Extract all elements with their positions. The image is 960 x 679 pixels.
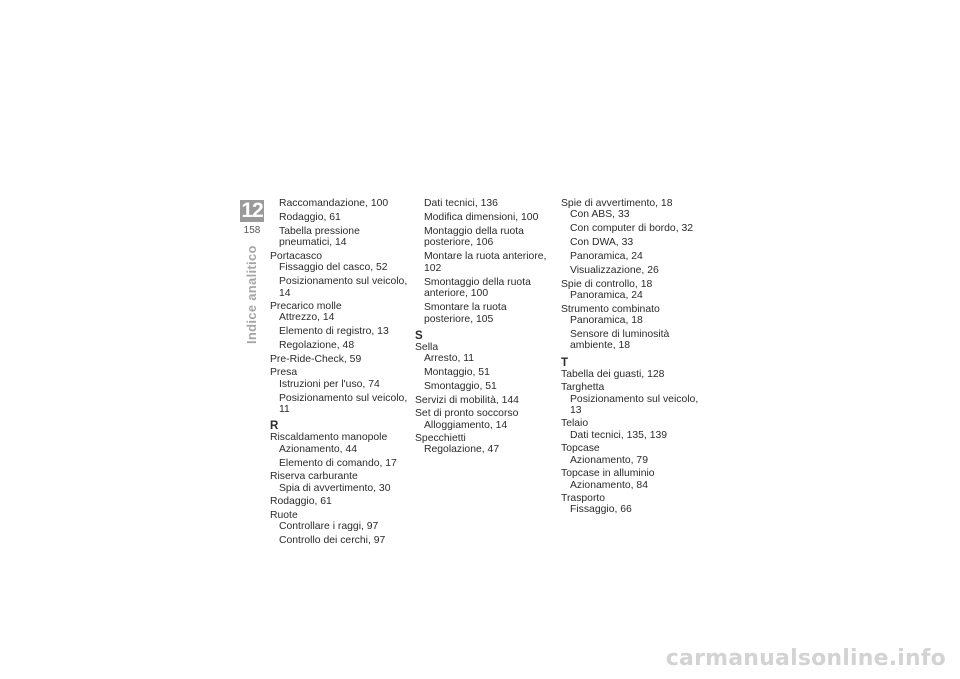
index-column-1: [270, 198, 410, 548]
index-subentry: Controllo dei cerchi, 97: [279, 534, 386, 546]
index-subentry: Controllare i raggi, 97: [279, 520, 379, 532]
index-subentry: Azionamento, 79: [570, 454, 648, 466]
index-entry: [415, 433, 555, 456]
index-term: Rodaggio, 61: [270, 496, 332, 508]
index-term: Pre-Ride-Check, 59: [270, 353, 362, 365]
index-term: Riscaldamento manopole: [270, 432, 388, 444]
index-term: Precarico molle: [270, 301, 342, 313]
index-subentry: Fissaggio, 66: [570, 504, 632, 516]
index-subentry: Regolazione, 48: [279, 340, 355, 352]
index-subentry: Attrezzo, 14: [279, 312, 335, 324]
index-entry: [270, 301, 410, 352]
index-subentry: Dati tecnici, 135, 139: [570, 429, 668, 441]
index-subentry: Visualizzazione, 26: [570, 265, 659, 277]
index-entry: [270, 432, 410, 469]
index-subentry: Raccomandazione, 100: [279, 198, 389, 209]
index-subentry: Montaggio, 51: [424, 367, 490, 379]
index-subentry: Arresto, 11: [424, 353, 475, 365]
index-letter-heading: R: [270, 420, 279, 433]
index-term: Riserva carburante: [270, 471, 358, 483]
index-term: Topcase: [561, 443, 600, 455]
index-subentry: Con DWA, 33: [570, 237, 634, 249]
index-entry: [415, 198, 555, 325]
index-term: Ruote: [270, 509, 298, 521]
index-subentry: Con ABS, 33: [570, 209, 630, 221]
index-subentry: Dati tecnici, 136: [424, 198, 498, 209]
index-entry: [561, 369, 706, 380]
index-entry: [415, 408, 555, 431]
index-term: Strumento combinato: [561, 303, 660, 315]
index-entry: [561, 443, 706, 466]
index-subentry: Panoramica, 18: [570, 315, 643, 327]
index-term: Portacasco: [270, 250, 322, 262]
index-entry: [561, 279, 706, 302]
index-term: Servizi di mobilità, 144: [415, 394, 519, 406]
page-number: 158: [243, 225, 261, 236]
index-subentry: Istruzioni per l'uso, 74: [279, 378, 380, 390]
index-subentry: Posizionamento sul veicolo, 14: [279, 276, 408, 299]
index-entry: [270, 496, 410, 507]
index-term: Presa: [270, 367, 298, 379]
index-entry: [561, 493, 706, 516]
index-entry: [270, 367, 410, 415]
index-term: Set di pronto soccorso: [415, 408, 519, 420]
index-entry: [270, 198, 410, 249]
index-term: Targhetta: [561, 382, 605, 394]
index-subentry: Con computer di bordo, 32: [570, 223, 694, 235]
index-subentry: Posizionamento sul veicolo, 13: [570, 393, 699, 417]
index-subentry: Tabella pressione pneumatici, 14: [279, 226, 360, 249]
index-term: Topcase in alluminio: [561, 468, 655, 480]
index-entry: [270, 510, 410, 547]
chapter-tab: [240, 200, 264, 240]
index-entry: [561, 468, 706, 491]
index-subentry: Posizionamento sul veicolo, 11: [279, 392, 408, 416]
index-term: Specchietti: [415, 433, 466, 445]
index-letter-heading: T: [561, 356, 569, 369]
index-subentry: Rodaggio, 61: [279, 212, 341, 223]
index-entry: [270, 471, 410, 494]
index-subentry: Azionamento, 44: [279, 443, 357, 455]
index-entry: [415, 395, 555, 406]
index-term: Spie di avvertimento, 18: [561, 198, 673, 209]
index-term: Trasporto: [561, 492, 606, 504]
index-term: Telaio: [561, 418, 589, 430]
index-term: Tabella dei guasti, 128: [561, 368, 665, 380]
index-entry: [415, 342, 555, 393]
index-subentry: Panoramica, 24: [570, 290, 643, 302]
index-subentry: Smontare la ruota posteriore, 105: [424, 302, 507, 325]
index-entry: [561, 198, 706, 277]
index-subentry: Modifica dimensioni, 100: [424, 212, 539, 223]
index-subentry: Alloggiamento, 14: [424, 419, 508, 431]
watermark: carmanualsonline.info: [665, 646, 946, 671]
index-entry: [561, 304, 706, 352]
index-subentry: Smontaggio della ruota anteriore, 100: [424, 276, 531, 300]
index-entry: [270, 354, 410, 365]
index-subentry: Montaggio della ruota posteriore, 106: [424, 226, 524, 249]
index-column-3: [561, 198, 706, 518]
index-column-2: [415, 198, 555, 458]
index-subentry: Spia di avvertimento, 30: [279, 482, 391, 494]
index-entry: [561, 382, 706, 416]
chapter-number: 12: [241, 199, 263, 222]
index-subentry: Elemento di comando, 17: [279, 457, 397, 469]
index-subentry: Panoramica, 24: [570, 251, 643, 263]
index-term: Sella: [415, 342, 439, 354]
index-subentry: Smontaggio, 51: [424, 381, 497, 393]
index-subentry: Fissaggio del casco, 52: [279, 262, 388, 274]
index-entry: [270, 251, 410, 299]
index-term: Spie di controllo, 18: [561, 278, 653, 290]
index-entry: [561, 418, 706, 441]
index-letter-heading: S: [415, 330, 423, 343]
section-title: Indice analitico: [244, 245, 259, 344]
index-subentry: Montare la ruota anteriore, 102: [424, 251, 547, 274]
index-subentry: Elemento di registro, 13: [279, 326, 389, 338]
index-subentry: Regolazione, 47: [424, 444, 500, 456]
index-subentry: Azionamento, 84: [570, 479, 648, 491]
index-subentry: Sensore di luminosità ambiente, 18: [570, 329, 670, 352]
